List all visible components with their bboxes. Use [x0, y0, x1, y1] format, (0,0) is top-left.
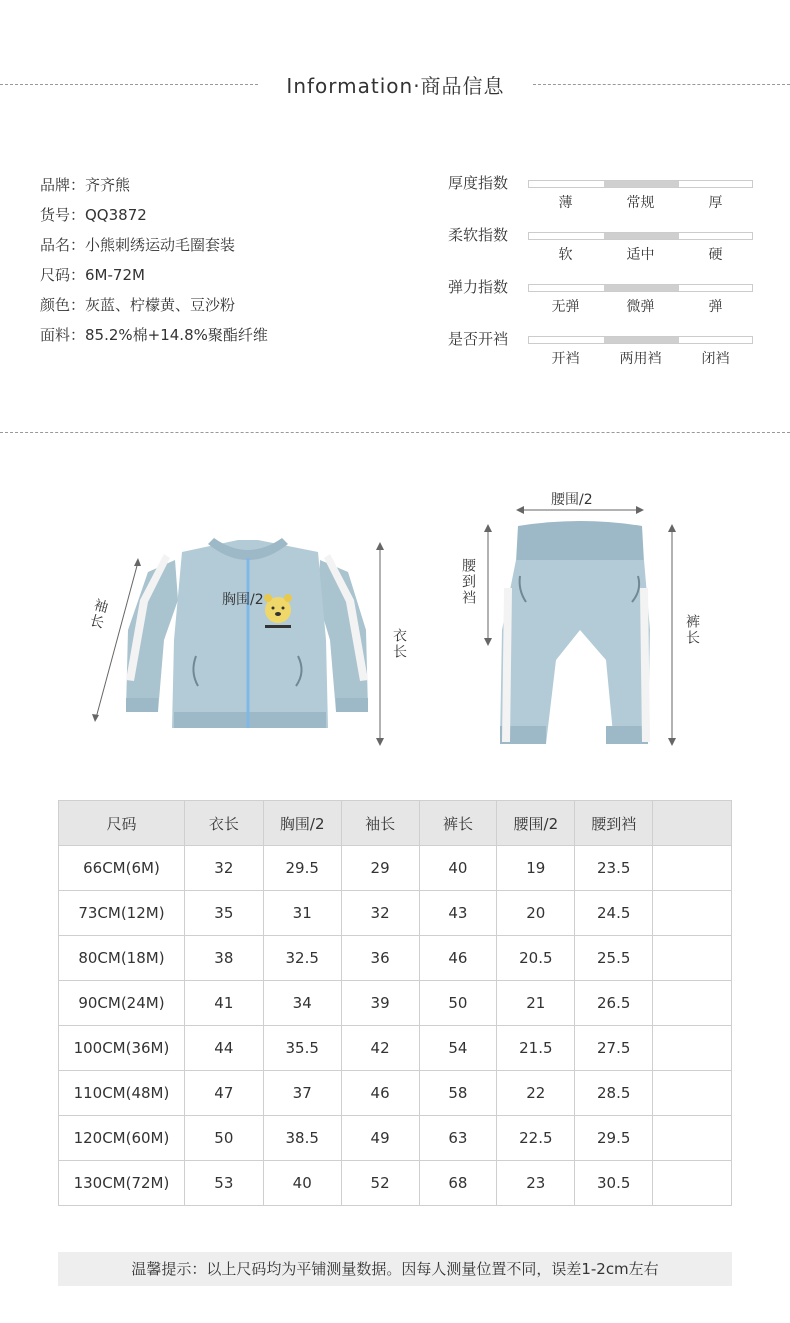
table-cell: 26.5: [575, 981, 653, 1026]
section-title: Information·商品信息: [286, 74, 505, 98]
table-cell: 24.5: [575, 891, 653, 936]
scale-option: 开裆: [551, 351, 580, 367]
column-header: 尺码: [59, 801, 185, 846]
pants-length-label: 裤长: [684, 614, 700, 646]
scale-selected-segment: [604, 181, 679, 187]
table-cell: 39: [341, 981, 419, 1026]
column-header: 袖长: [341, 801, 419, 846]
scale-elasticity: [448, 274, 758, 326]
scale-selected-segment: [604, 233, 679, 239]
table-cell: 32: [341, 891, 419, 936]
table-cell: 37: [263, 1071, 341, 1116]
table-body: [59, 846, 732, 1206]
scale-bar: [528, 336, 753, 344]
table-cell: 46: [341, 1071, 419, 1116]
scale-option: 厚: [708, 195, 723, 211]
info-brand: 品牌：齐齐熊: [40, 176, 131, 194]
table-cell: 21.5: [497, 1026, 575, 1071]
info-fabric: 面料：85.2%棉+14.8%聚酯纤维: [40, 326, 268, 344]
scale-label: 弹力指数: [448, 278, 509, 296]
table-cell: 46: [419, 936, 497, 981]
table-cell: 73CM(12M): [59, 891, 185, 936]
table-row: [59, 1161, 732, 1206]
table-cell: 47: [184, 1071, 263, 1116]
table-cell: 40: [419, 846, 497, 891]
measurement-tip: 温馨提示：以上尺码均为平铺测量数据。因每人测量位置不同，误差1-2cm左右: [58, 1252, 732, 1286]
table-row: [59, 1116, 732, 1161]
table-cell: [653, 981, 732, 1026]
scale-selected-segment: [604, 337, 679, 343]
pants-rise-label: 腰到裆: [460, 558, 476, 606]
table-cell: 29: [341, 846, 419, 891]
table-cell: 36: [341, 936, 419, 981]
table-cell: 68: [419, 1161, 497, 1206]
size-chart-table: [58, 800, 732, 1206]
table-row: [59, 1071, 732, 1116]
table-cell: 110CM(48M): [59, 1071, 185, 1116]
header-divider-right: [533, 84, 790, 85]
table-cell: 90CM(24M): [59, 981, 185, 1026]
jacket-chest-label: 胸围/2: [222, 592, 264, 608]
table-cell: 25.5: [575, 936, 653, 981]
scale-selected-segment: [604, 285, 679, 291]
table-cell: 20: [497, 891, 575, 936]
scale-bar: [528, 180, 753, 188]
table-cell: 23: [497, 1161, 575, 1206]
table-cell: 54: [419, 1026, 497, 1071]
table-cell: 120CM(60M): [59, 1116, 185, 1161]
table-cell: [653, 846, 732, 891]
table-cell: 130CM(72M): [59, 1161, 185, 1206]
table-cell: 34: [263, 981, 341, 1026]
column-header: 腰围/2: [497, 801, 575, 846]
table-row: [59, 891, 732, 936]
table-cell: 40: [263, 1161, 341, 1206]
header-divider-left: [0, 84, 258, 85]
jacket-illustration: [0, 480, 400, 770]
table-cell: 32: [184, 846, 263, 891]
table-cell: 32.5: [263, 936, 341, 981]
scale-option: 硬: [708, 247, 723, 263]
garment-measurements: [0, 480, 790, 770]
table-cell: [653, 1071, 732, 1116]
table-cell: 42: [341, 1026, 419, 1071]
scale-option: 薄: [558, 195, 573, 211]
scale-option: 无弹: [551, 299, 580, 315]
table-cell: 27.5: [575, 1026, 653, 1071]
table-cell: 22: [497, 1071, 575, 1116]
table-cell: [653, 1161, 732, 1206]
scale-bar: [528, 284, 753, 292]
table-cell: [653, 891, 732, 936]
scale-crotch: [448, 326, 758, 378]
table-cell: 31: [263, 891, 341, 936]
column-header: [653, 801, 732, 846]
table-cell: 21: [497, 981, 575, 1026]
scale-option: 适中: [626, 247, 655, 263]
info-item-number: 货号：QQ3872: [40, 206, 147, 224]
table-cell: 50: [419, 981, 497, 1026]
table-cell: 29.5: [575, 1116, 653, 1161]
scale-option: 软: [558, 247, 573, 263]
table-row: [59, 936, 732, 981]
jacket-sleeve-label: 袖长: [86, 596, 110, 632]
scale-label: 柔软指数: [448, 226, 509, 244]
table-cell: 53: [184, 1161, 263, 1206]
table-cell: 49: [341, 1116, 419, 1161]
table-cell: 41: [184, 981, 263, 1026]
table-cell: 38.5: [263, 1116, 341, 1161]
table-cell: 52: [341, 1161, 419, 1206]
scale-label: 厚度指数: [448, 174, 509, 192]
table-cell: 44: [184, 1026, 263, 1071]
table-cell: 28.5: [575, 1071, 653, 1116]
table-cell: 22.5: [497, 1116, 575, 1161]
table-cell: 35.5: [263, 1026, 341, 1071]
jacket-length-label: 衣长: [391, 628, 407, 660]
scale-bar: [528, 232, 753, 240]
column-header: 衣长: [184, 801, 263, 846]
column-header: 胸围/2: [263, 801, 341, 846]
scale-label: 是否开裆: [448, 330, 509, 348]
table-cell: 38: [184, 936, 263, 981]
table-cell: 35: [184, 891, 263, 936]
scale-option: 常规: [626, 195, 655, 211]
scale-option: 两用裆: [619, 351, 662, 367]
table-cell: [653, 1026, 732, 1071]
table-cell: 43: [419, 891, 497, 936]
table-cell: 30.5: [575, 1161, 653, 1206]
info-product-name: 品名：小熊刺绣运动毛圈套装: [40, 236, 236, 254]
section-header: [0, 68, 790, 100]
product-info: [40, 170, 268, 350]
column-header: 腰到裆: [575, 801, 653, 846]
table-row: [59, 846, 732, 891]
attribute-scales: [448, 170, 758, 378]
table-cell: 23.5: [575, 846, 653, 891]
table-cell: 50: [184, 1116, 263, 1161]
pants-illustration: [460, 480, 690, 770]
table-row: [59, 1026, 732, 1071]
table-cell: 58: [419, 1071, 497, 1116]
table-cell: 66CM(6M): [59, 846, 185, 891]
scale-thickness: [448, 170, 758, 222]
scale-option: 闭裆: [701, 351, 730, 367]
table-header-row: [59, 801, 732, 846]
info-colors: 颜色：灰蓝、柠檬黄、豆沙粉: [40, 296, 236, 314]
table-cell: 80CM(18M): [59, 936, 185, 981]
table-cell: [653, 1116, 732, 1161]
column-header: 裤长: [419, 801, 497, 846]
table-cell: 29.5: [263, 846, 341, 891]
scale-option: 弹: [708, 299, 723, 315]
table-row: [59, 981, 732, 1026]
table-cell: 100CM(36M): [59, 1026, 185, 1071]
info-size-range: 尺码：6M-72M: [40, 266, 145, 284]
table-cell: [653, 936, 732, 981]
scale-option: 微弹: [626, 299, 655, 315]
section-divider: [0, 432, 790, 433]
table-cell: 19: [497, 846, 575, 891]
scale-softness: [448, 222, 758, 274]
table-cell: 20.5: [497, 936, 575, 981]
table-cell: 63: [419, 1116, 497, 1161]
pants-waist-label: 腰围/2: [551, 492, 593, 508]
